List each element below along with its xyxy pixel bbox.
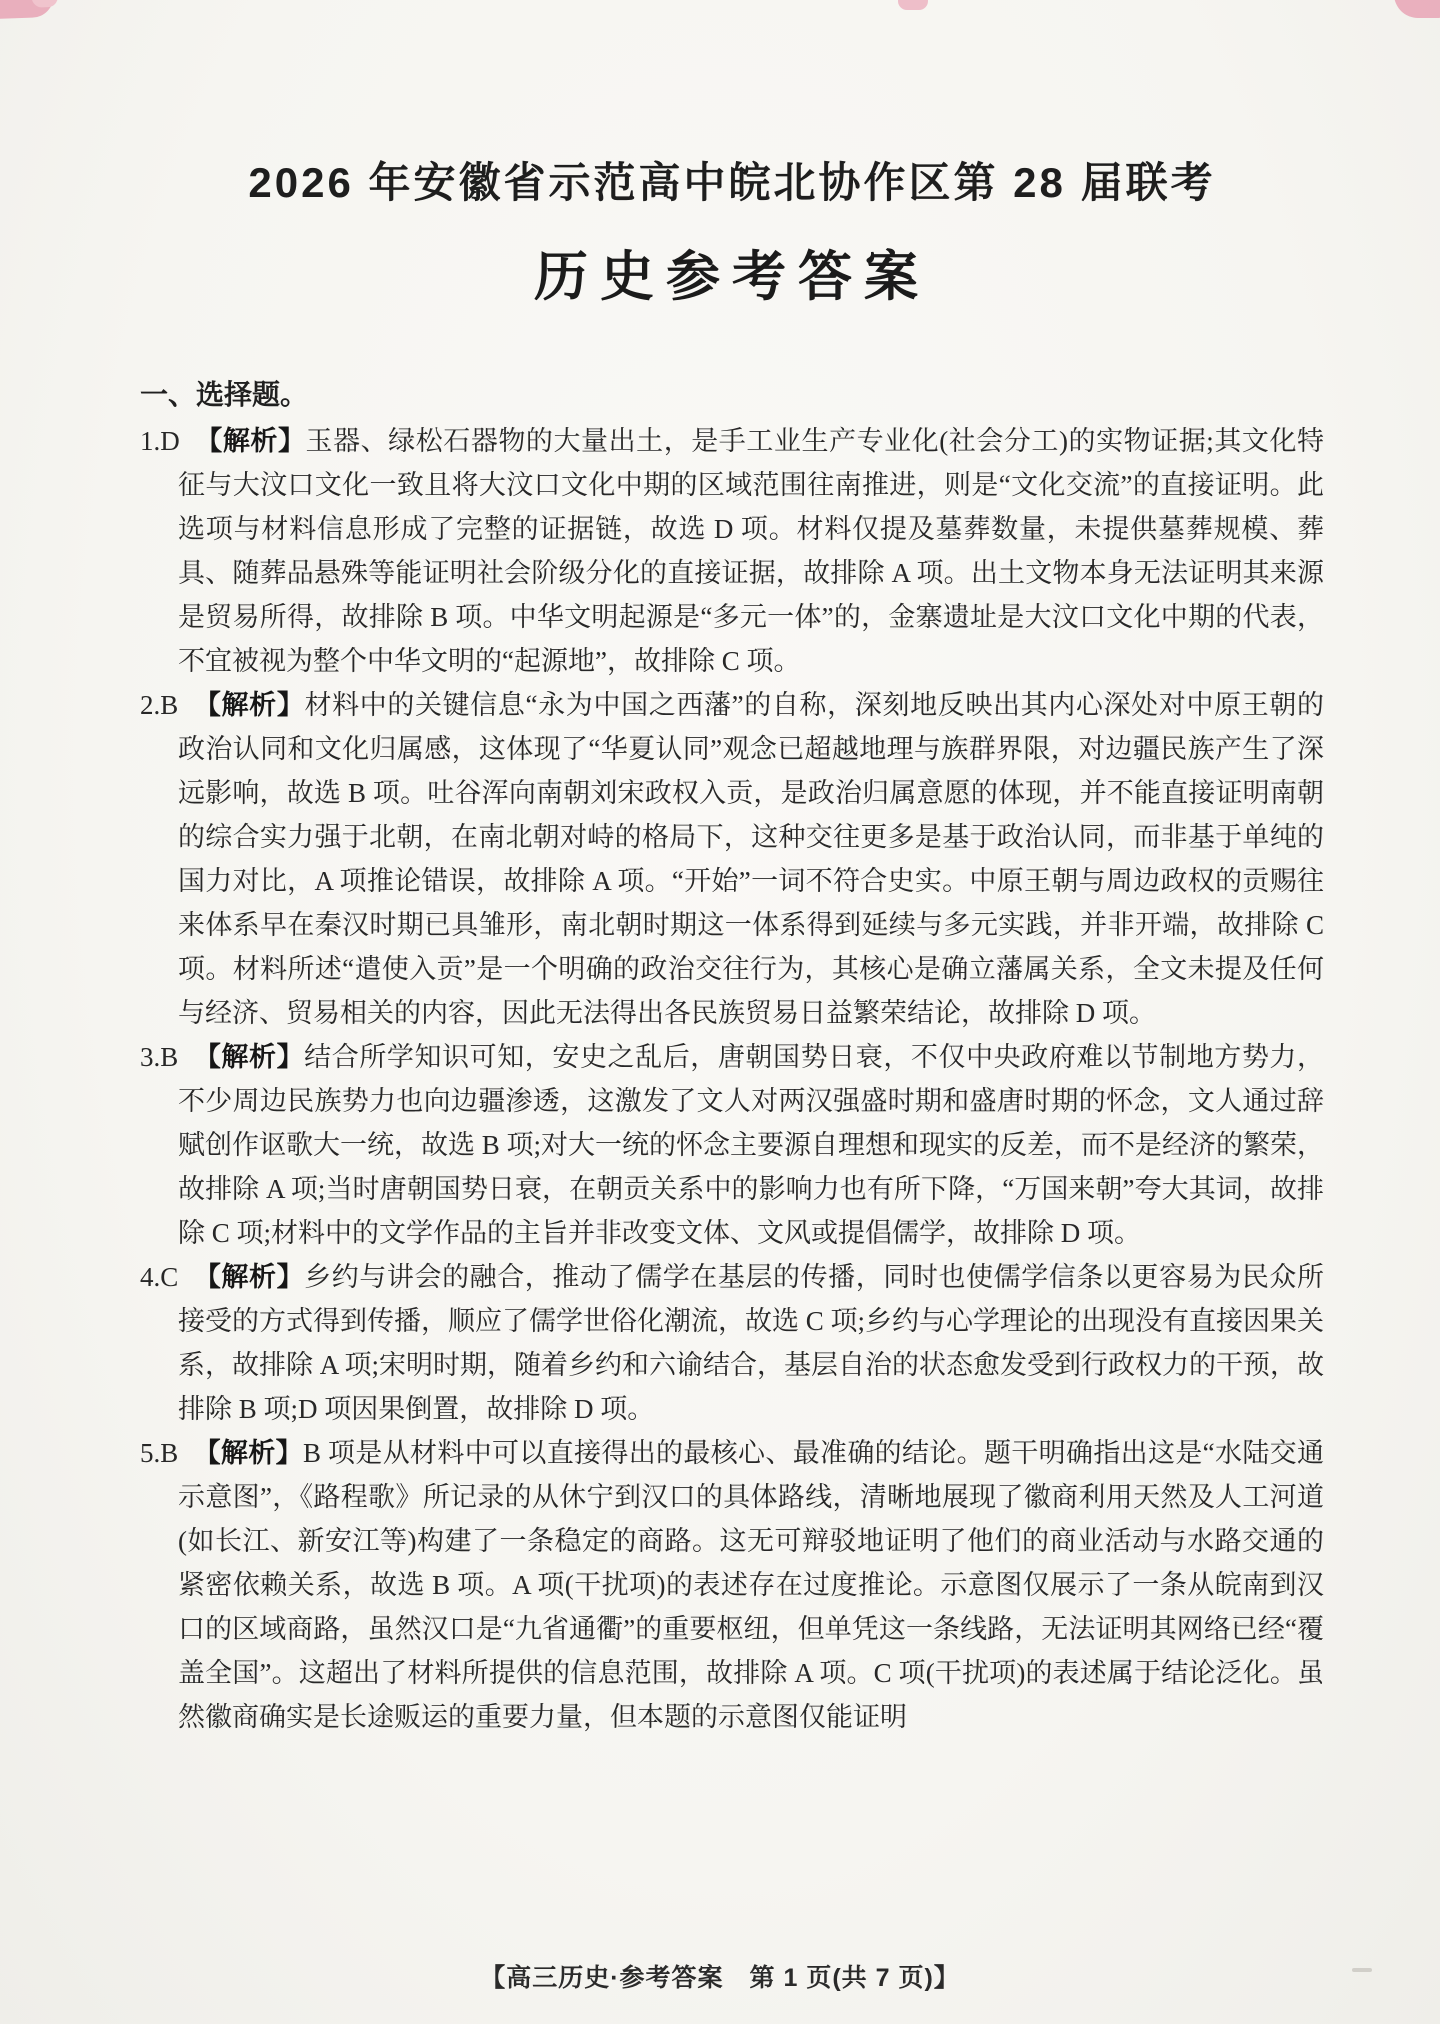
- page-footer: [0, 1958, 1440, 1994]
- question-number: 3.B: [140, 1042, 179, 1072]
- analysis-text: 乡约与讲会的融合，推动了儒学在基层的传播，同时也使儒学信条以更容易为民众所接受的方式得到传播，顺应了儒学世俗化潮流，故选 C 项;乡约与心学理论的出现没有直接因果关系，故排除 A 项;宋明时期，随着乡约和六谕结合，基层自治的状态愈发受到行政权力的干预，故排除 B 项;D 项因果倒置，故排除 D 项。: [178, 1262, 1325, 1424]
- analysis-label: 【解析】: [193, 1262, 305, 1292]
- footer-text: 【高三历史·参考答案 第 1 页(共 7 页)】: [480, 1964, 960, 1992]
- question-number: 2.B: [140, 690, 179, 720]
- analysis-label: 【解析】: [193, 1438, 303, 1468]
- question-number: 1.D: [140, 426, 180, 456]
- analysis-label: 【解析】: [193, 1042, 305, 1072]
- answer-item-5: [140, 1431, 1324, 1739]
- answer-key-title: 历史参考答案: [534, 247, 930, 307]
- analysis-text: 结合所学知识可知，安史之乱后，唐朝国势日衰，不仅中央政府难以节制地方势力，不少周边民族势力也向边疆渗透，这激发了文人对两汉强盛时期和盛唐时期的怀念，文人通过辞赋创作讴歌大一统，故选 B 项;对大一统的怀念主要源自理想和现实的反差，而不是经济的繁荣，故排除 A 项;当时唐朝国势日衰，在朝贡关系中的影响力也有所下降，“万国来朝”夸大其词，故排除 C 项;材料中的文学作品的主旨并非改变文体、文风或提倡儒学，故排除 D 项。: [178, 1042, 1325, 1248]
- analysis-text: 材料中的关键信息“永为中国之西藩”的自称，深刻地反映出其内心深处对中原王朝的政治认同和文化归属感，这体现了“华夏认同”观念已超越地理与族群界限，对边疆民族产生了深远影响，故选 B 项。吐谷浑向南朝刘宋政权入贡，是政治归属意愿的体现，并不能直接证明南朝的综合实力强于北朝，在南北朝对峙的格局下，这种交往更多是基于政治认同，而非基于单纯的国力对比，A 项推论错误，故排除 A 项。“开始”一词不符合史实。中原王朝与周边政权的贡赐往来体系早在秦汉时期已具雏形，南北朝时期这一体系得到延续与多元实践，并非开端，故排除 C 项。材料所述“遣使入贡”是一个明确的政治交往行为，其核心是确立藩属关系，全文未提及任何与经济、贸易相关的内容，因此无法得出各民族贸易日益繁荣结论，故排除 D 项。: [178, 690, 1324, 1028]
- analysis-text: B 项是从材料中可以直接得出的最核心、最准确的结论。题干明确指出这是“水陆交通示意图”，《路程歌》所记录的从休宁到汉口的具体路线，清晰地展现了徽商利用天然及人工河道(如长江、新安江等)构建了一条稳定的商路。这无可辩驳地证明了他们的商业活动与水路交通的紧密依赖关系，故选 B 项。A 项(干扰项)的表述存在过度推论。示意图仅展示了一条从皖南到汉口的区域商路，虽然汉口是“九省通衢”的重要枢纽，但单凭这一条线路，无法证明其网络已经“覆盖全国”。这超出了材料所提供的信息范围，故排除 A 项。C 项(干扰项)的表述属于结论泛化。虽然徽商确实是长途贩运的重要力量，但本题的示意图仅能证明: [178, 1438, 1324, 1732]
- analysis-label: 【解析】: [194, 426, 306, 456]
- answer-item-3: [140, 1035, 1324, 1255]
- answers-list: [140, 419, 1324, 1739]
- section-heading-multiple-choice: 一、选择题。: [140, 379, 309, 410]
- analysis-label: 【解析】: [193, 690, 305, 720]
- answer-item-2: [140, 683, 1324, 1035]
- question-number: 4.C: [140, 1262, 179, 1292]
- exam-title: 2026 年安徽省示范高中皖北协作区第 28 届联考: [248, 159, 1216, 206]
- answer-item-4: [140, 1255, 1324, 1431]
- analysis-text: 玉器、绿松石器物的大量出土，是手工业生产专业化(社会分工)的实物证据;其文化特征与大汶口文化一致且将大汶口文化中期的区域范围往南推进，则是“文化交流”的直接证明。此选项与材料信息形成了完整的证据链，故选 D 项。材料仅提及墓葬数量，未提供墓葬规模、葬具、随葬品悬殊等能证明社会阶级分化的直接证据，故排除 A 项。出土文物本身无法证明其来源是贸易所得，故排除 B 项。中华文明起源是“多元一体”的，金寨遗址是大汶口文化中期的代表，不宜被视为整个中华文明的“起源地”，故排除 C 项。: [178, 426, 1325, 676]
- answer-item-1: [140, 419, 1324, 683]
- question-number: 5.B: [140, 1438, 179, 1468]
